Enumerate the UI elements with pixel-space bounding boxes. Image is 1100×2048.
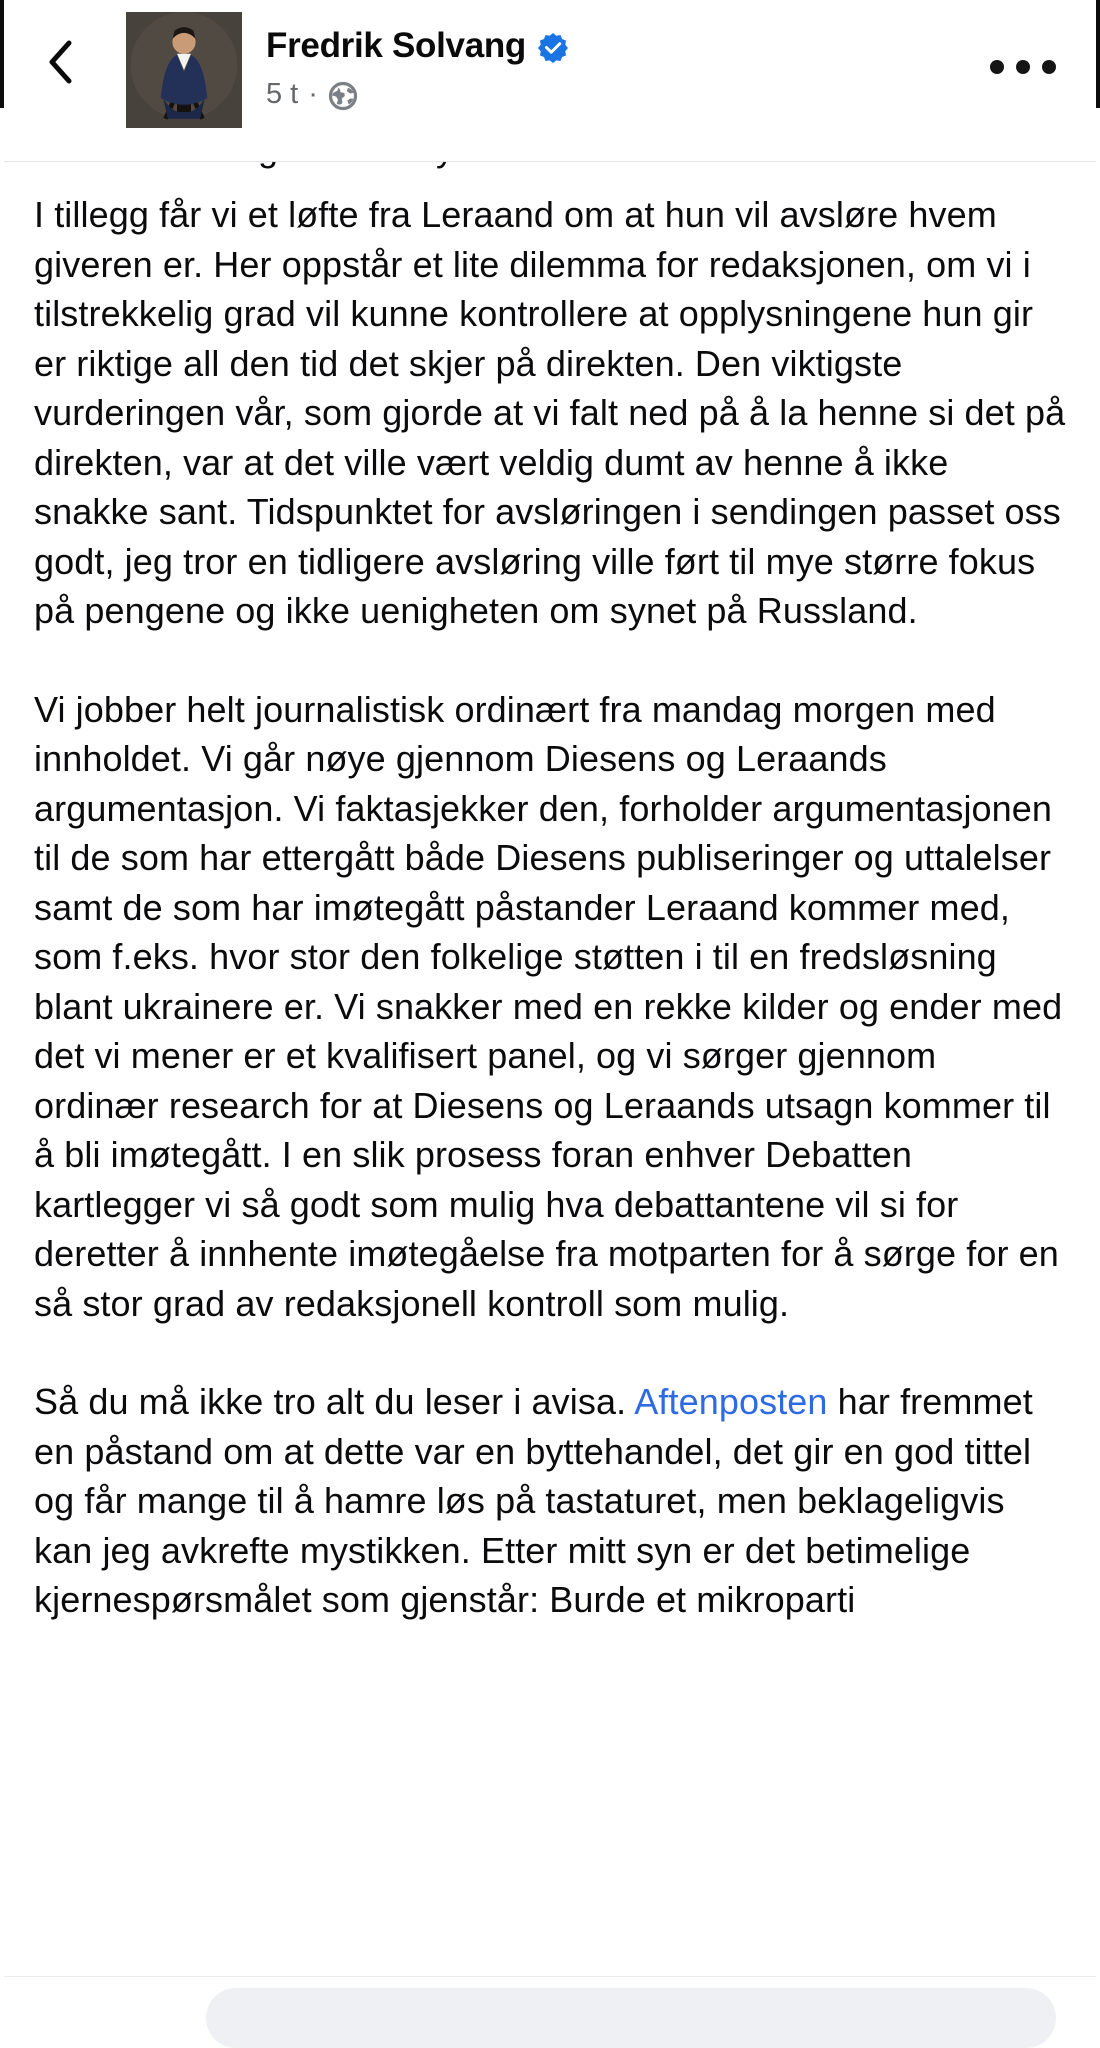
post-paragraph-1: I tillegg får vi et løfte fra Leraand om at hun vil avsløre hvem giveren er. Her oppstår et lite dilemma for redaksjonen, om vi i tilstrekkelig grad vil kunne kontrollere at opplysningene hun gir er riktige all den tid det skjer på direkten. Den viktigste vurderingen vår, som gjorde at vi falt ned på å la henne si det på direkten, var at det ville vært veldig dumt av henne å ikke snakke sant. Tidspunktet for avsløringen i sendingen passet oss godt, jeg tror en tidligere avsløring ville ført til mye større fokus på pengene og ikke uenigheten om synet på Russland.: [34, 194, 1066, 631]
audience-globe-icon: [328, 81, 358, 111]
meta-separator: ·: [308, 78, 318, 110]
post-sheet: [4, 0, 1096, 2000]
post-paragraph-3: [34, 1377, 1066, 1625]
post-timestamp: 5 t: [266, 78, 299, 110]
paragraph-3-text: Så du må ikke tro alt du leser i avisa.: [34, 1381, 635, 1422]
ellipsis-icon: [990, 60, 1004, 74]
post-header: [4, 0, 1096, 162]
post-paragraph-2: Vi jobber helt journalistisk ordinært fra mandag morgen med innholdet. Vi går nøye gjennom Diesens og Leraands argumentasjon. Vi faktasjekker den, forholder argumentasjonen til de som har ettergått både Diesens publiseringer og uttalelser samt de som har imøtegått påstander Leraand kommer med, som f.eks. hvor stor den folkelige støtten i til en fredsløsning blant ukrainere er. Vi snakker med en rekke kilder og ender med det vi mener er et kvalifisert panel, og vi sørger gjennom ordinær research for at Diesens og Leraands utsagn kommer til å bli imøtegått. I en slik prosess foran enhver Debatten kartlegger vi så godt som mulig hva debattantene vil si for deretter å innhente imøtegåelse fra motparten for å sørge for en så stor grad av redaksjonell kontroll som mulig.: [34, 688, 1063, 1324]
profile-photo: [126, 12, 242, 128]
post-content: [4, 162, 1096, 1625]
clipped-scrolled-line: [34, 162, 1066, 176]
avatar[interactable]: [126, 12, 242, 128]
ellipsis-icon: [1042, 60, 1056, 74]
post-text: [34, 190, 1066, 1625]
profile-name[interactable]: Fredrik Solvang: [266, 26, 527, 65]
more-options-button[interactable]: [982, 52, 1064, 82]
chevron-left-icon: [45, 38, 75, 86]
aftenposten-link[interactable]: Aftenposten: [634, 1381, 828, 1422]
comment-input[interactable]: [206, 1988, 1056, 2048]
comment-composer-bar: [4, 1976, 1096, 2000]
paragraph-3-text: har fremmet en påstand om at dette var en byttehandel, det gir en god tittel og får mange til å hamre løs på tastaturet, men beklageligvis kan jeg avkrefte mystikken. Etter mitt syn er det betimelige kjernespørsmålet som gjenstår: Burde et mikroparti: [34, 1381, 1033, 1620]
ellipsis-icon: [1016, 60, 1030, 74]
back-button[interactable]: [32, 34, 88, 90]
header-text-block: [266, 26, 568, 111]
verified-badge-icon: [538, 33, 568, 63]
